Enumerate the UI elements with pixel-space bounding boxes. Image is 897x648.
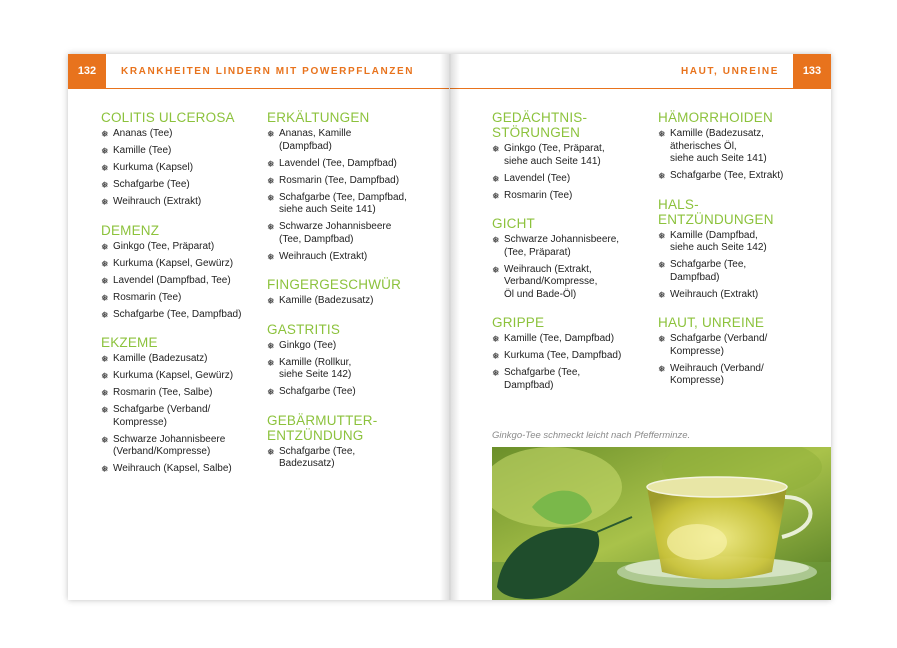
list-item-text: Schafgarbe (Tee, Dampfbad) <box>504 367 581 391</box>
list-item <box>658 333 828 358</box>
snowflake-bullet-icon: ❅ <box>101 241 109 252</box>
ginkgo-tea-photo <box>492 447 831 600</box>
list-item-text: Kamille (Badezusatz, ätherisches Öl, siehe auch Seite 141) <box>670 128 767 164</box>
list-item <box>267 251 442 264</box>
list-item <box>101 196 261 209</box>
snowflake-bullet-icon: ❅ <box>101 388 109 398</box>
snowflake-bullet-icon: ❅ <box>267 387 275 397</box>
snowflake-bullet-icon: ❅ <box>492 351 500 361</box>
list-item-text: Weihrauch (Extrakt) <box>113 196 202 207</box>
snowflake-bullet-icon: ❅ <box>492 235 500 245</box>
snowflake-bullet-icon: ❅ <box>101 434 109 445</box>
list-item-text: Lavendel (Tee) <box>504 172 571 184</box>
list-item <box>101 128 261 141</box>
list-item <box>101 353 261 366</box>
list-item <box>267 175 442 188</box>
list-item-text: Schafgarbe (Tee) <box>113 179 190 190</box>
snowflake-bullet-icon: ❅ <box>101 197 109 207</box>
snowflake-bullet-icon: ❅ <box>267 446 275 457</box>
right-page <box>450 54 831 600</box>
remedy-list <box>267 295 442 308</box>
list-item-text: Weihrauch (Extrakt, Verband/Kompresse, Öl und Bade-Öl) <box>504 263 598 300</box>
snowflake-bullet-icon: ❅ <box>658 230 666 241</box>
list-item-text: Ananas, Kamille (Dampfbad) <box>279 128 352 152</box>
list-item <box>492 350 652 363</box>
list-item-text: Rosmarin (Tee, Dampfbad) <box>279 174 400 186</box>
list-item-text: Rosmarin (Tee) <box>504 189 573 201</box>
snowflake-bullet-icon: ❅ <box>101 258 109 269</box>
remedy-section <box>101 335 261 476</box>
book-gutter <box>440 54 460 600</box>
list-item-text: Weihrauch (Extrakt) <box>279 250 368 262</box>
remedy-section <box>492 110 652 202</box>
section-heading: GASTRITIS <box>267 321 341 337</box>
list-item-text: Schafgarbe (Tee, Dampfbad, siehe auch Seite 141) <box>279 191 407 215</box>
list-item <box>492 173 652 186</box>
remedy-list <box>101 128 261 209</box>
list-item <box>267 340 442 353</box>
remedy-section <box>267 277 442 308</box>
snowflake-bullet-icon: ❅ <box>492 264 500 275</box>
list-item-text: Schwarze Johannisbeere (Verband/Kompresse) <box>113 433 226 457</box>
list-item <box>101 309 261 322</box>
list-item-text: Ginkgo (Tee, Präparat, siehe auch Seite 141) <box>504 143 605 167</box>
list-item-text: Schafgarbe (Verband/ Kompresse) <box>670 333 768 357</box>
section-heading: DEMENZ <box>101 222 160 238</box>
remedy-list <box>658 230 828 302</box>
list-item <box>492 367 652 392</box>
section-heading: EKZEME <box>101 335 158 350</box>
remedy-list <box>267 340 442 399</box>
snowflake-bullet-icon: ❅ <box>101 146 109 156</box>
list-item-text: Kurkuma (Kapsel) <box>113 162 194 173</box>
list-item-text: Weihrauch (Kapsel, Salbe) <box>113 463 232 474</box>
section-heading: HAUT, UNREINE <box>658 315 765 330</box>
list-item-text: Schafgarbe (Tee, Dampfbad) <box>113 308 242 320</box>
remedy-list <box>101 353 261 476</box>
list-item-text: Rosmarin (Tee) <box>113 291 182 303</box>
remedy-list <box>492 333 652 392</box>
page-number: 133 <box>793 54 831 88</box>
remedy-list <box>267 128 442 263</box>
list-item <box>101 179 261 192</box>
list-item <box>658 128 828 166</box>
list-item-text: Rosmarin (Tee, Salbe) <box>113 387 213 398</box>
list-item-text: Kamille (Dampfbad, siehe auch Seite 142) <box>670 229 767 253</box>
list-item <box>101 387 261 400</box>
list-item-text: Schafgarbe (Tee, Badezusatz) <box>279 445 356 469</box>
list-item-text: Schafgarbe (Verband/ Kompresse) <box>113 404 211 428</box>
list-item <box>267 295 442 308</box>
page-number: 132 <box>68 54 106 88</box>
snowflake-bullet-icon: ❅ <box>101 371 109 381</box>
list-item <box>267 192 442 217</box>
snowflake-bullet-icon: ❅ <box>267 222 275 232</box>
snowflake-bullet-icon: ❅ <box>267 296 275 306</box>
snowflake-bullet-icon: ❅ <box>267 192 275 203</box>
list-item <box>101 241 261 254</box>
remedy-section <box>101 223 261 322</box>
remedy-section <box>658 110 828 183</box>
list-item <box>101 275 261 288</box>
section-heading: HALS- ENTZÜNDUNGEN <box>658 196 774 227</box>
list-item-text: Schwarze Johannisbeere (Tee, Dampfbad) <box>279 221 392 245</box>
snowflake-bullet-icon: ❅ <box>658 289 666 300</box>
snowflake-bullet-icon: ❅ <box>492 368 500 378</box>
list-item <box>101 434 261 459</box>
list-item <box>267 446 442 471</box>
list-item <box>492 143 652 168</box>
remedy-section <box>267 322 442 399</box>
open-book <box>68 54 831 600</box>
list-item-text: Kurkuma (Kapsel, Gewürz) <box>113 370 234 381</box>
list-item <box>492 234 652 259</box>
list-item <box>658 363 828 388</box>
snowflake-bullet-icon: ❅ <box>267 251 275 262</box>
list-item <box>658 289 828 302</box>
list-item-text: Ananas (Tee) <box>113 128 173 139</box>
remedy-list <box>492 234 652 301</box>
remedy-list <box>492 143 652 202</box>
list-item <box>492 333 652 346</box>
remedy-section <box>101 110 261 209</box>
snowflake-bullet-icon: ❅ <box>658 129 666 139</box>
header-rule <box>450 88 831 89</box>
snowflake-bullet-icon: ❅ <box>101 163 109 173</box>
remedy-section <box>267 413 442 471</box>
list-item <box>101 370 261 383</box>
snowflake-bullet-icon: ❅ <box>101 309 109 320</box>
snowflake-bullet-icon: ❅ <box>492 334 500 344</box>
list-item <box>492 264 652 302</box>
snowflake-bullet-icon: ❅ <box>101 275 109 286</box>
photo-caption: Ginkgo-Tee schmeckt leicht nach Pfefferminze. <box>492 430 691 441</box>
list-item <box>101 404 261 429</box>
remedy-section <box>492 216 652 301</box>
running-head: HAUT, UNREINE <box>680 66 779 77</box>
list-item <box>101 292 261 305</box>
snowflake-bullet-icon: ❅ <box>267 175 275 186</box>
remedy-section <box>658 315 828 388</box>
section-heading: COLITIS ULCEROSA <box>101 110 235 125</box>
text-column <box>267 110 442 485</box>
snowflake-bullet-icon: ❅ <box>101 464 109 474</box>
list-item-text: Kamille (Badezusatz) <box>113 353 208 364</box>
remedy-list <box>658 333 828 388</box>
list-item-text: Kamille (Rollkur, siehe Seite 142) <box>279 356 352 380</box>
list-item-text: Ginkgo (Tee) <box>279 339 337 351</box>
remedy-section <box>267 110 442 263</box>
text-column <box>658 110 828 402</box>
list-item-text: Weihrauch (Extrakt) <box>670 288 759 300</box>
remedy-list <box>267 446 442 471</box>
running-head: KRANKHEITEN LINDERN MIT POWERPFLANZEN <box>121 66 415 77</box>
list-item <box>492 190 652 203</box>
section-heading: HÄMORRHOIDEN <box>658 110 773 125</box>
text-column <box>492 110 652 406</box>
list-item <box>267 158 442 171</box>
list-item <box>101 463 261 476</box>
section-heading: FINGERGESCHWÜR <box>267 277 402 292</box>
snowflake-bullet-icon: ❅ <box>267 129 275 139</box>
snowflake-bullet-icon: ❅ <box>101 292 109 303</box>
list-item <box>101 145 261 158</box>
snowflake-bullet-icon: ❅ <box>492 173 500 184</box>
section-heading: GRIPPE <box>492 315 545 330</box>
snowflake-bullet-icon: ❅ <box>101 405 109 415</box>
section-heading: GEDÄCHTNIS- STÖRUNGEN <box>492 110 588 140</box>
snowflake-bullet-icon: ❅ <box>492 144 500 154</box>
list-item-text: Lavendel (Tee, Dampfbad) <box>279 157 397 169</box>
list-item <box>267 357 442 382</box>
list-item <box>267 221 442 246</box>
section-heading: GEBÄRMUTTER- ENTZÜNDUNG <box>267 412 378 443</box>
list-item-text: Lavendel (Dampfbad, Tee) <box>113 274 231 286</box>
snowflake-bullet-icon: ❅ <box>101 180 109 190</box>
snowflake-bullet-icon: ❅ <box>101 129 109 139</box>
list-item-text: Schafgarbe (Tee) <box>279 386 356 397</box>
list-item <box>267 386 442 399</box>
list-item-text: Kamille (Tee) <box>113 145 172 156</box>
snowflake-bullet-icon: ❅ <box>658 260 666 270</box>
snowflake-bullet-icon: ❅ <box>267 357 275 368</box>
list-item-text: Kurkuma (Kapsel, Gewürz) <box>113 257 234 269</box>
snowflake-bullet-icon: ❅ <box>267 158 275 169</box>
list-item <box>101 258 261 271</box>
snowflake-bullet-icon: ❅ <box>101 354 109 364</box>
list-item <box>267 128 442 153</box>
list-item <box>658 230 828 255</box>
remedy-list <box>101 241 261 322</box>
list-item-text: Kamille (Badezusatz) <box>279 295 374 306</box>
list-item-text: Kamille (Tee, Dampfbad) <box>504 333 615 344</box>
section-heading: GICHT <box>492 216 535 231</box>
remedy-list <box>658 128 828 183</box>
list-item-text: Schafgarbe (Tee, Extrakt) <box>670 170 784 181</box>
section-heading: ERKÄLTUNGEN <box>267 110 370 125</box>
snowflake-bullet-icon: ❅ <box>658 171 666 181</box>
list-item <box>101 162 261 175</box>
text-column <box>101 110 261 490</box>
snowflake-bullet-icon: ❅ <box>658 363 666 374</box>
list-item-text: Schwarze Johannisbeere, (Tee, Präparat) <box>504 234 620 258</box>
list-item-text: Ginkgo (Tee, Präparat) <box>113 240 215 252</box>
header-rule <box>68 88 449 89</box>
list-item-text: Weihrauch (Verband/ Kompresse) <box>670 362 764 386</box>
remedy-section <box>492 315 652 392</box>
list-item-text: Schafgarbe (Tee, Dampfbad) <box>670 259 747 283</box>
list-item <box>658 170 828 183</box>
snowflake-bullet-icon: ❅ <box>267 340 275 351</box>
list-item <box>658 259 828 284</box>
remedy-section <box>658 197 828 302</box>
snowflake-bullet-icon: ❅ <box>658 334 666 344</box>
left-page <box>68 54 449 600</box>
list-item-text: Kurkuma (Tee, Dampfbad) <box>504 350 622 361</box>
snowflake-bullet-icon: ❅ <box>492 190 500 201</box>
